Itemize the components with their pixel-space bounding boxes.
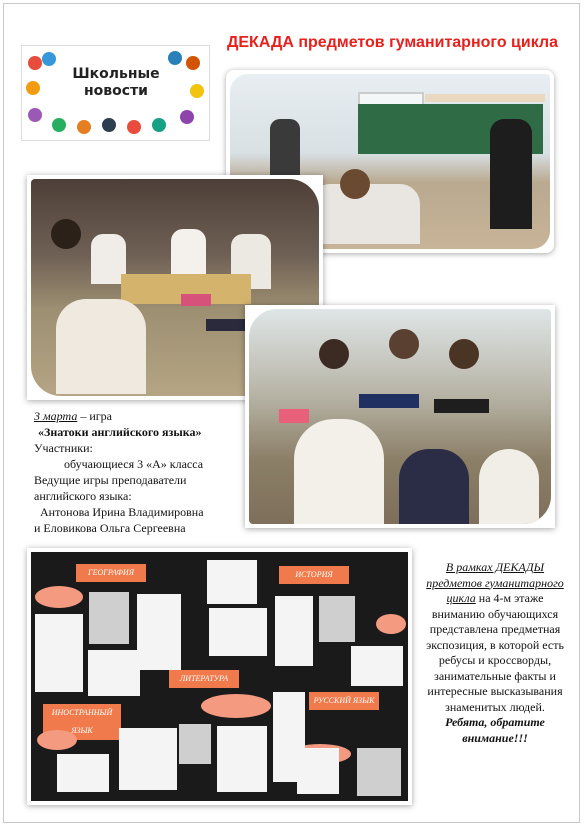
hosts-line-1: Антонова Ирина Владимировна: [40, 505, 204, 519]
event-type: – игра: [77, 409, 112, 423]
exhibition-caption: [425, 560, 565, 746]
school-news-logo: [21, 45, 210, 141]
tag-geography: ГЕОГРАФИЯ: [76, 564, 146, 582]
tag-literature: ЛИТЕРАТУРА: [169, 670, 239, 688]
game-caption: [34, 408, 244, 536]
exhibition-board-photo: [27, 548, 412, 805]
tag-foreign-language: ИНОСТРАННЫЙ ЯЗЫК: [43, 704, 121, 740]
tag-russian: РУССКИЙ ЯЗЫК: [309, 692, 379, 710]
exhibition-intro: В рамках ДЕКАДЫ предметов гуманитарного цикла: [426, 560, 564, 605]
event-date: 3 марта: [34, 409, 78, 423]
children-team-photo: [245, 305, 555, 528]
exhibition-call: Ребята, обратите внимание!!!: [445, 715, 545, 745]
participants: обучающиеся 3 «А» класса: [64, 457, 204, 471]
participants-label: Участники:: [34, 441, 93, 455]
exhibition-body: на 4-м этаже вниманию обучающихся представлена предметная экспозиция, в которой есть ребусы и кроссворды, занимательные факты и интересные высказывания знаменитых людей.: [426, 591, 564, 714]
hosts-label: Ведущие игры преподаватели английского языка:: [34, 473, 187, 503]
game-name: «Знатоки английского языка»: [38, 425, 202, 439]
page-title: ДЕКАДА предметов гуманитарного цикла: [226, 34, 558, 51]
logo-text: Школьные новости: [72, 66, 160, 99]
tag-history: ИСТОРИЯ: [279, 566, 349, 584]
hosts-line-2: и Еловикова Ольга Сергеевна: [34, 521, 186, 535]
